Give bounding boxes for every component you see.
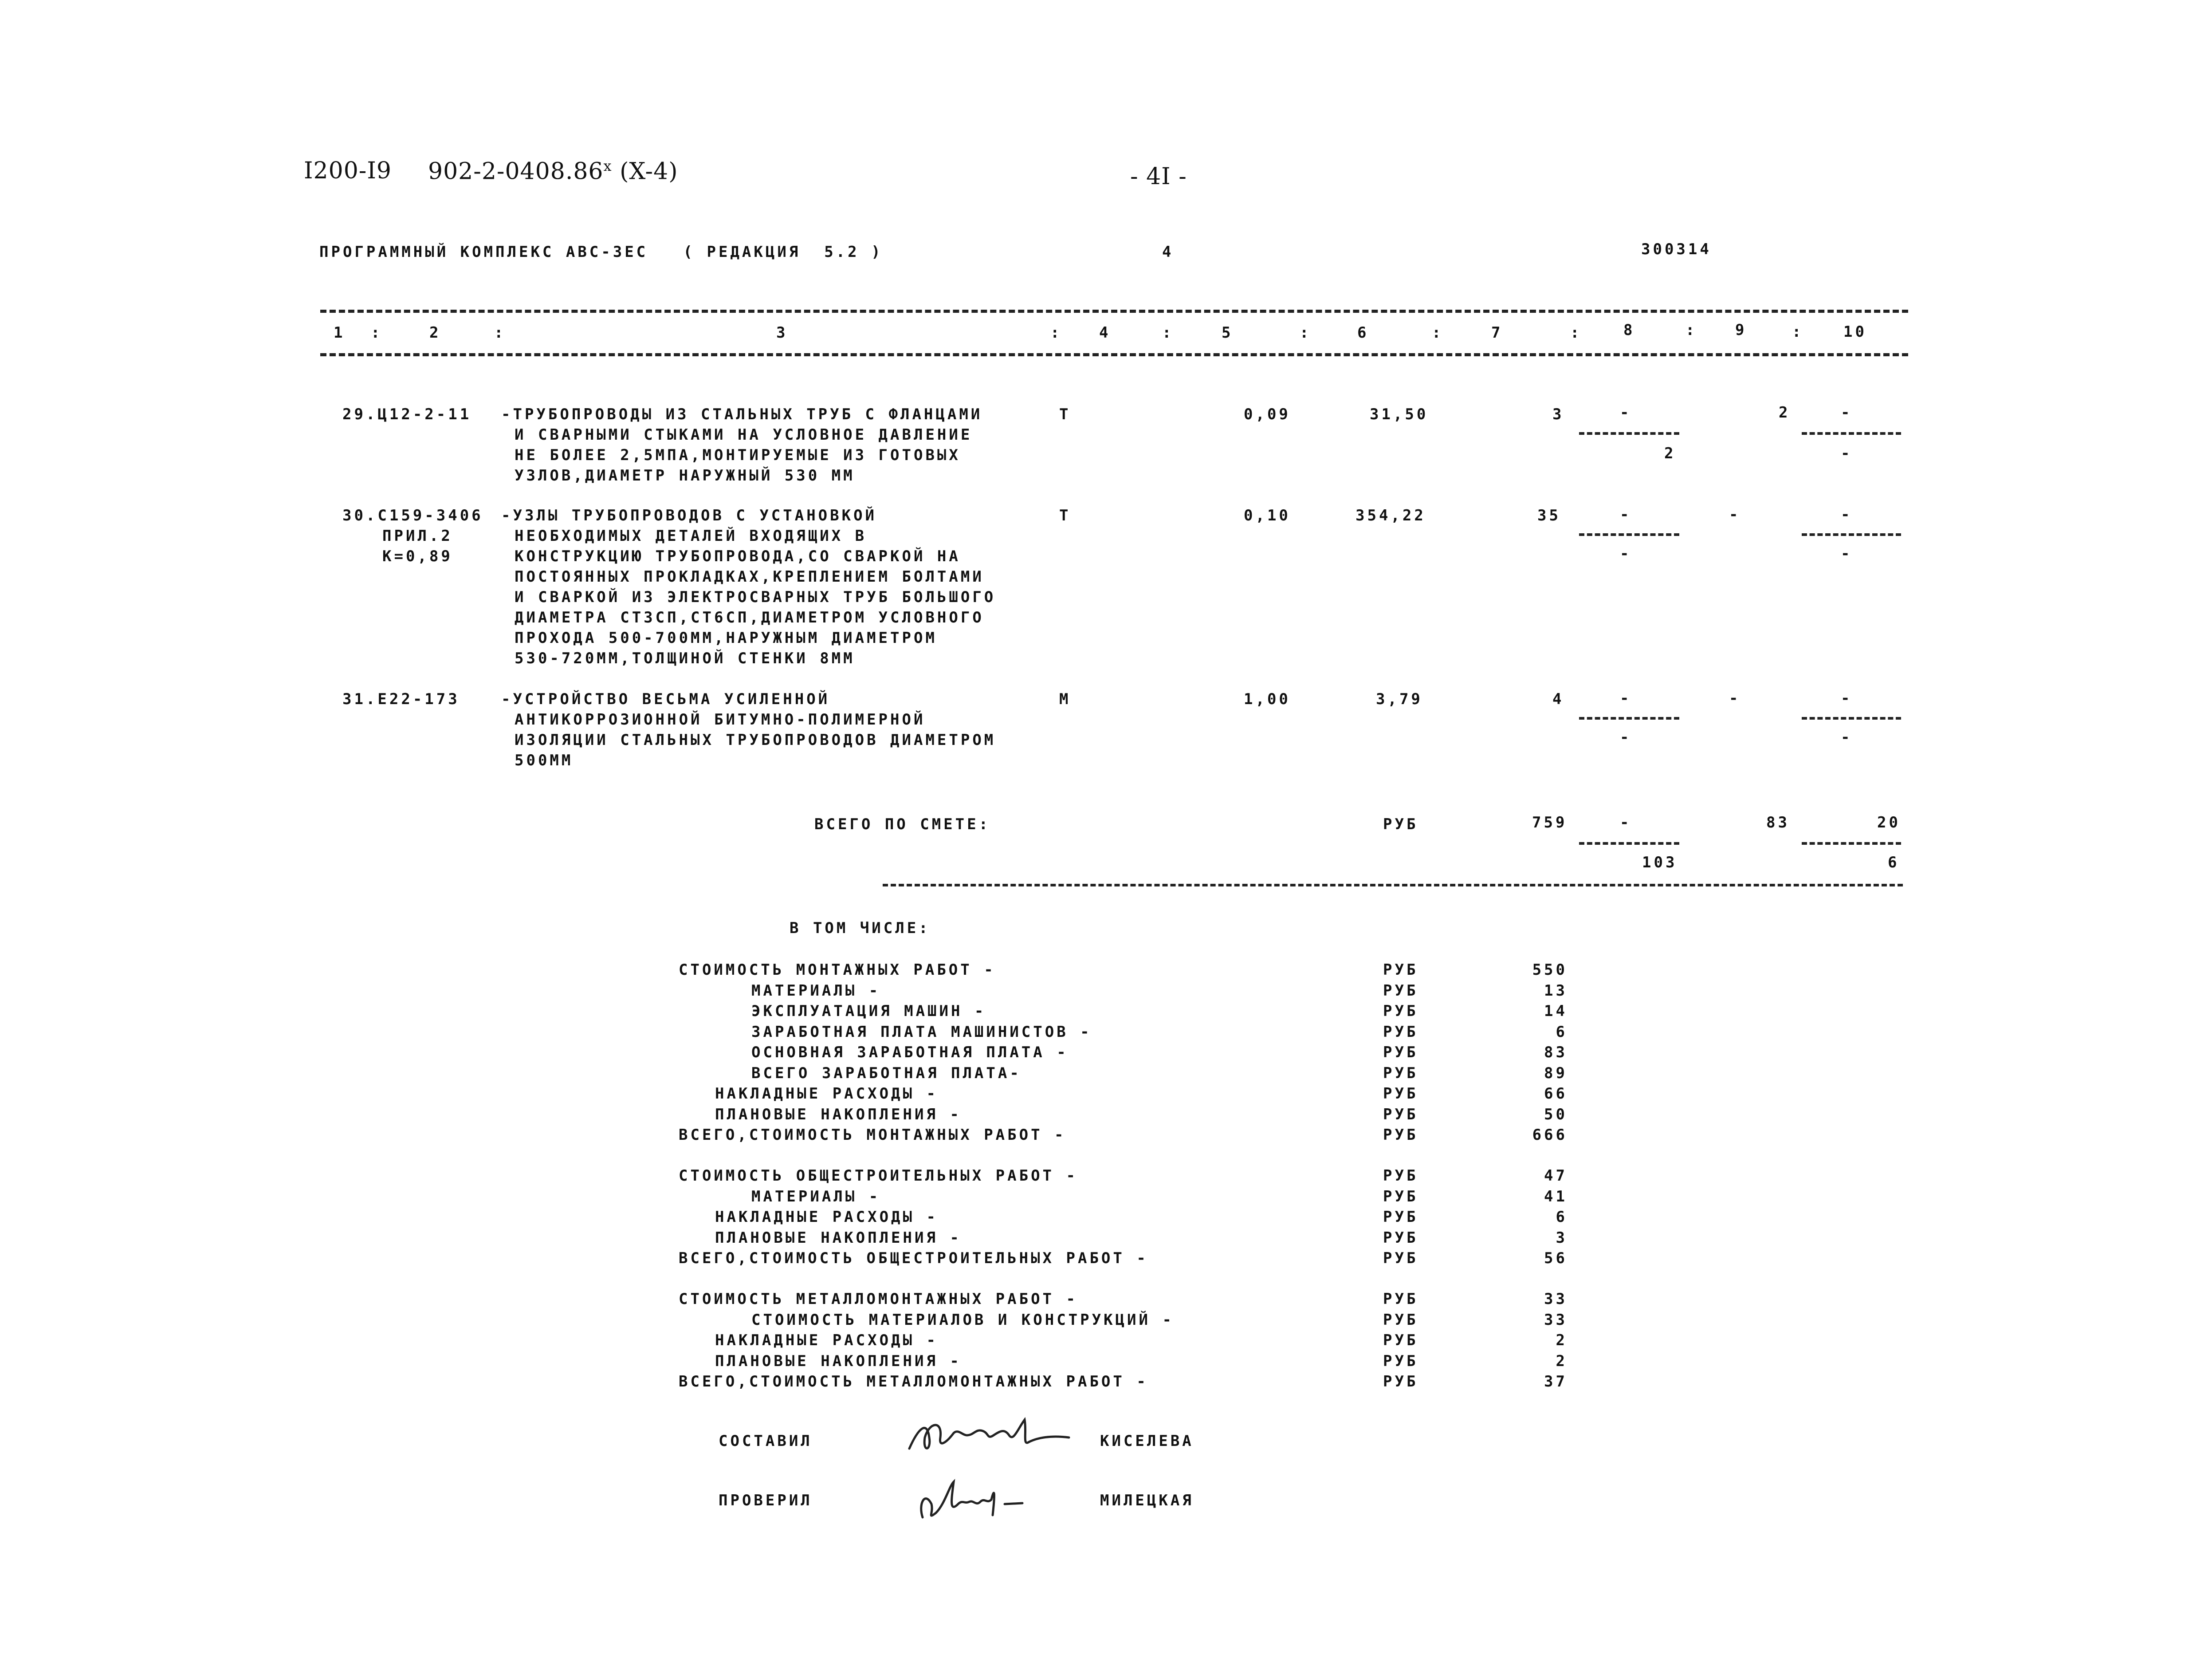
col-8: 8 bbox=[1623, 321, 1635, 339]
breakdown-value: 6 bbox=[1556, 1023, 1568, 1041]
col-7: 7 bbox=[1491, 324, 1503, 342]
row-quantity: 0,09 bbox=[1244, 406, 1291, 423]
breakdown-label: НАКЛАДНЫЕ РАСХОДЫ - bbox=[715, 1208, 938, 1226]
col-sep: : bbox=[1570, 324, 1582, 342]
col-sep: : bbox=[371, 324, 383, 342]
row-code: ПРИЛ.2 bbox=[382, 527, 453, 545]
col-4: 4 bbox=[1099, 324, 1111, 342]
project-code-main: 902-2-0408.86 bbox=[428, 158, 604, 185]
col-sep: : bbox=[494, 324, 506, 342]
document-number: 300314 bbox=[1641, 240, 1712, 258]
col-sep: : bbox=[1432, 324, 1444, 342]
row-c10-top: - bbox=[1841, 506, 1853, 524]
breakdown-label: СТОИМОСТЬ МАТЕРИАЛОВ И КОНСТРУКЦИЙ - bbox=[751, 1311, 1174, 1329]
breakdown-unit: РУБ bbox=[1383, 1106, 1418, 1123]
row-c8-bottom: 2 bbox=[1664, 445, 1676, 462]
breakdown-label: ПЛАНОВЫЕ НАКОПЛЕНИЯ - bbox=[715, 1352, 962, 1370]
breakdown-unit: РУБ bbox=[1383, 1290, 1418, 1308]
program-title: ПРОГРАММНЫЙ КОМПЛЕКС АВС-3ЕС ( РЕДАКЦИЯ 5.2 ) bbox=[319, 243, 883, 261]
breakdown-value: 550 bbox=[1532, 961, 1568, 979]
breakdown-heading: В ТОМ ЧИСЛЕ: bbox=[790, 919, 931, 937]
breakdown-value: 14 bbox=[1544, 1002, 1568, 1020]
row-description-line: И СВАРКОЙ ИЗ ЭЛЕКТРОСВАРНЫХ ТРУБ БОЛЬШОГО bbox=[515, 588, 996, 606]
checked-name: МИЛЕЦКАЯ bbox=[1100, 1492, 1194, 1509]
grand-total-c10-bottom: 6 bbox=[1888, 854, 1900, 871]
grand-total-value: 759 bbox=[1532, 814, 1568, 831]
breakdown-label: СТОИМОСТЬ МЕТАЛЛОМОНТАЖНЫХ РАБОТ - bbox=[679, 1290, 1078, 1308]
breakdown-value: 37 bbox=[1544, 1373, 1568, 1390]
row-description-line: НЕ БОЛЕЕ 2,5МПА,МОНТИРУЕМЫЕ ИЗ ГОТОВЫХ bbox=[515, 446, 961, 464]
row-c8-rule bbox=[1579, 717, 1679, 720]
header-rule-bottom bbox=[320, 353, 1908, 356]
breakdown-unit: РУБ bbox=[1383, 1311, 1418, 1329]
col-5: 5 bbox=[1222, 324, 1234, 342]
col-sep: : bbox=[1792, 323, 1804, 341]
grand-total-label: ВСЕГО ПО СМЕТЕ: bbox=[814, 815, 991, 833]
row-price: 3,79 bbox=[1376, 690, 1423, 708]
row-quantity: 0,10 bbox=[1244, 507, 1291, 524]
row-description-line: 530-720ММ,ТОЛЩИНОЙ СТЕНКИ 8ММ bbox=[515, 650, 855, 667]
grand-total-unit: РУБ bbox=[1383, 815, 1418, 833]
row-c8-bottom: - bbox=[1620, 545, 1632, 563]
breakdown-label: ОСНОВНАЯ ЗАРАБОТНАЯ ПЛАТА - bbox=[751, 1044, 1069, 1061]
row-description-line: 500ММ bbox=[515, 752, 574, 769]
row-code: 29.Ц12-2-11 bbox=[342, 406, 472, 423]
breakdown-unit: РУБ bbox=[1383, 1064, 1418, 1082]
row-description-line: ПОСТОЯННЫХ ПРОКЛАДКАХ,КРЕПЛЕНИЕМ БОЛТАМИ bbox=[515, 568, 984, 586]
breakdown-unit: РУБ bbox=[1383, 1085, 1418, 1103]
col-sep: : bbox=[1050, 324, 1062, 342]
row-c9: - bbox=[1729, 506, 1741, 524]
breakdown-label: МАТЕРИАЛЫ - bbox=[751, 1188, 881, 1205]
row-description-line: И СВАРНЫМИ СТЫКАМИ НА УСЛОВНОЕ ДАВЛЕНИЕ bbox=[515, 426, 973, 444]
project-code-sup: x bbox=[603, 158, 612, 174]
row-description-line: -ТРУБОПРОВОДЫ ИЗ СТАЛЬНЫХ ТРУБ С ФЛАНЦАМИ bbox=[501, 406, 983, 423]
row-total: 3 bbox=[1552, 406, 1564, 423]
breakdown-label: МАТЕРИАЛЫ - bbox=[751, 982, 881, 1000]
col-sep: : bbox=[1300, 324, 1312, 342]
row-total: 4 bbox=[1552, 690, 1564, 708]
row-description-line: НЕОБХОДИМЫХ ДЕТАЛЕЙ ВХОДЯЩИХ В bbox=[515, 527, 867, 545]
breakdown-value: 33 bbox=[1544, 1311, 1568, 1329]
row-c10-bottom: - bbox=[1841, 445, 1853, 462]
checked-label: ПРОВЕРИЛ bbox=[719, 1492, 813, 1509]
page-number: - 4I - bbox=[1130, 163, 1187, 190]
breakdown-label: ВСЕГО,СТОИМОСТЬ ОБЩЕСТРОИТЕЛЬНЫХ РАБОТ - bbox=[679, 1249, 1148, 1267]
row-description-line: АНТИКОРРОЗИОННОЙ БИТУМНО-ПОЛИМЕРНОЙ bbox=[515, 711, 926, 729]
row-description-line: ПРОХОДА 500-700ММ,НАРУЖНЫМ ДИАМЕТРОМ bbox=[515, 629, 937, 647]
signature-checked bbox=[914, 1473, 1029, 1526]
breakdown-value: 50 bbox=[1544, 1106, 1568, 1123]
breakdown-unit: РУБ bbox=[1383, 1229, 1418, 1247]
breakdown-value: 33 bbox=[1544, 1290, 1568, 1308]
breakdown-label: ЗАРАБОТНАЯ ПЛАТА МАШИНИСТОВ - bbox=[751, 1023, 1092, 1041]
breakdown-unit: РУБ bbox=[1383, 1002, 1418, 1020]
breakdown-value: 13 bbox=[1544, 982, 1568, 1000]
row-description-line: ИЗОЛЯЦИИ СТАЛЬНЫХ ТРУБОПРОВОДОВ ДИАМЕТРОМ bbox=[515, 731, 996, 749]
row-c10-top: - bbox=[1841, 404, 1853, 421]
breakdown-value: 47 bbox=[1544, 1167, 1568, 1185]
breakdown-label: ЭКСПЛУАТАЦИЯ МАШИН - bbox=[751, 1002, 986, 1020]
col-1: 1 bbox=[334, 324, 346, 342]
breakdown-label: ПЛАНОВЫЕ НАКОПЛЕНИЯ - bbox=[715, 1229, 962, 1247]
breakdown-unit: РУБ bbox=[1383, 1331, 1418, 1349]
breakdown-label: НАКЛАДНЫЕ РАСХОДЫ - bbox=[715, 1331, 938, 1349]
grand-total-c8-bottom: 103 bbox=[1642, 854, 1678, 871]
col-3: 3 bbox=[776, 324, 788, 342]
breakdown-unit: РУБ bbox=[1383, 1126, 1418, 1144]
row-c10-rule bbox=[1802, 533, 1901, 536]
grand-total-c8-top: - bbox=[1620, 814, 1632, 831]
breakdown-unit: РУБ bbox=[1383, 1023, 1418, 1041]
row-price: 31,50 bbox=[1370, 406, 1429, 423]
breakdown-unit: РУБ bbox=[1383, 1188, 1418, 1205]
breakdown-unit: РУБ bbox=[1383, 1249, 1418, 1267]
breakdown-value: 6 bbox=[1556, 1208, 1568, 1226]
breakdown-value: 66 bbox=[1544, 1085, 1568, 1103]
row-c10-top: - bbox=[1841, 689, 1853, 707]
breakdown-value: 89 bbox=[1544, 1064, 1568, 1082]
breakdown-value: 2 bbox=[1556, 1352, 1568, 1370]
project-code bbox=[428, 158, 678, 185]
doc-code: I200-I9 bbox=[304, 158, 392, 184]
row-c9: - bbox=[1729, 689, 1741, 707]
row-description-line: -УСТРОЙСТВО ВЕСЬМА УСИЛЕННОЙ bbox=[501, 690, 830, 708]
col-9: 9 bbox=[1735, 321, 1747, 339]
breakdown-unit: РУБ bbox=[1383, 1044, 1418, 1061]
row-unit: Т bbox=[1059, 507, 1071, 524]
sheet-mark: 4 bbox=[1162, 243, 1174, 261]
breakdown-unit: РУБ bbox=[1383, 1208, 1418, 1226]
row-c8-top: - bbox=[1620, 689, 1632, 707]
row-total: 35 bbox=[1537, 507, 1561, 524]
total-rule bbox=[883, 884, 1903, 886]
row-unit: М bbox=[1059, 690, 1071, 708]
row-description-line: ДИАМЕТРА СТ3СП,СТ6СП,ДИАМЕТРОМ УСЛОВНОГО bbox=[515, 609, 984, 626]
row-description-line: -УЗЛЫ ТРУБОПРОВОДОВ С УСТАНОВКОЙ bbox=[501, 507, 877, 524]
row-code: 31.Е22-173 bbox=[342, 690, 460, 708]
row-code: 30.С159-3406 bbox=[342, 507, 483, 524]
row-c10-rule bbox=[1802, 717, 1901, 720]
row-c8-top: - bbox=[1620, 506, 1632, 524]
breakdown-label: ВСЕГО ЗАРАБОТНАЯ ПЛАТА- bbox=[751, 1064, 1022, 1082]
grand-total-c10-rule bbox=[1802, 842, 1901, 845]
header-rule-top bbox=[320, 310, 1908, 313]
breakdown-unit: РУБ bbox=[1383, 1167, 1418, 1185]
breakdown-label: СТОИМОСТЬ МОНТАЖНЫХ РАБОТ - bbox=[679, 961, 996, 979]
row-c8-rule bbox=[1579, 533, 1679, 536]
breakdown-value: 3 bbox=[1556, 1229, 1568, 1247]
grand-total-c8-rule bbox=[1579, 842, 1679, 845]
breakdown-label: ПЛАНОВЫЕ НАКОПЛЕНИЯ - bbox=[715, 1106, 962, 1123]
grand-total-c10-top: 20 bbox=[1877, 814, 1901, 831]
compiled-label: СОСТАВИЛ bbox=[719, 1432, 813, 1450]
row-c8-rule bbox=[1579, 432, 1679, 435]
breakdown-unit: РУБ bbox=[1383, 1373, 1418, 1390]
breakdown-label: ВСЕГО,СТОИМОСТЬ МЕТАЛЛОМОНТАЖНЫХ РАБОТ - bbox=[679, 1373, 1148, 1390]
row-price: 354,22 bbox=[1355, 507, 1426, 524]
breakdown-value: 2 bbox=[1556, 1331, 1568, 1349]
row-code: К=0,89 bbox=[382, 547, 453, 565]
project-code-suffix: (X-4) bbox=[620, 158, 678, 185]
col-6: 6 bbox=[1357, 324, 1369, 342]
row-c10-rule bbox=[1802, 432, 1901, 435]
row-c10-bottom: - bbox=[1841, 729, 1853, 746]
grand-total-c9: 83 bbox=[1766, 814, 1790, 831]
breakdown-unit: РУБ bbox=[1383, 1352, 1418, 1370]
breakdown-label: СТОИМОСТЬ ОБЩЕСТРОИТЕЛЬНЫХ РАБОТ - bbox=[679, 1167, 1078, 1185]
breakdown-value: 83 bbox=[1544, 1044, 1568, 1061]
signature-compiled bbox=[905, 1411, 1073, 1460]
col-sep: : bbox=[1162, 324, 1174, 342]
row-quantity: 1,00 bbox=[1244, 690, 1291, 708]
breakdown-label: НАКЛАДНЫЕ РАСХОДЫ - bbox=[715, 1085, 938, 1103]
row-c8-bottom: - bbox=[1620, 729, 1632, 746]
breakdown-value: 666 bbox=[1532, 1126, 1568, 1144]
row-c8-top: - bbox=[1620, 404, 1632, 421]
col-sep: : bbox=[1686, 321, 1697, 339]
row-c9: 2 bbox=[1779, 404, 1791, 421]
breakdown-unit: РУБ bbox=[1383, 961, 1418, 979]
breakdown-value: 56 bbox=[1544, 1249, 1568, 1267]
row-unit: Т bbox=[1059, 406, 1071, 423]
row-c10-bottom: - bbox=[1841, 545, 1853, 563]
row-description-line: КОНСТРУКЦИЮ ТРУБОПРОВОДА,СО СВАРКОЙ НА bbox=[515, 547, 961, 565]
compiled-name: КИСЕЛЕВА bbox=[1100, 1432, 1194, 1450]
breakdown-label: ВСЕГО,СТОИМОСТЬ МОНТАЖНЫХ РАБОТ - bbox=[679, 1126, 1066, 1144]
breakdown-unit: РУБ bbox=[1383, 982, 1418, 1000]
row-description-line: УЗЛОВ,ДИАМЕТР НАРУЖНЫЙ 530 ММ bbox=[515, 467, 855, 484]
col-2: 2 bbox=[429, 324, 441, 342]
breakdown-value: 41 bbox=[1544, 1188, 1568, 1205]
col-10: 10 bbox=[1843, 323, 1867, 341]
